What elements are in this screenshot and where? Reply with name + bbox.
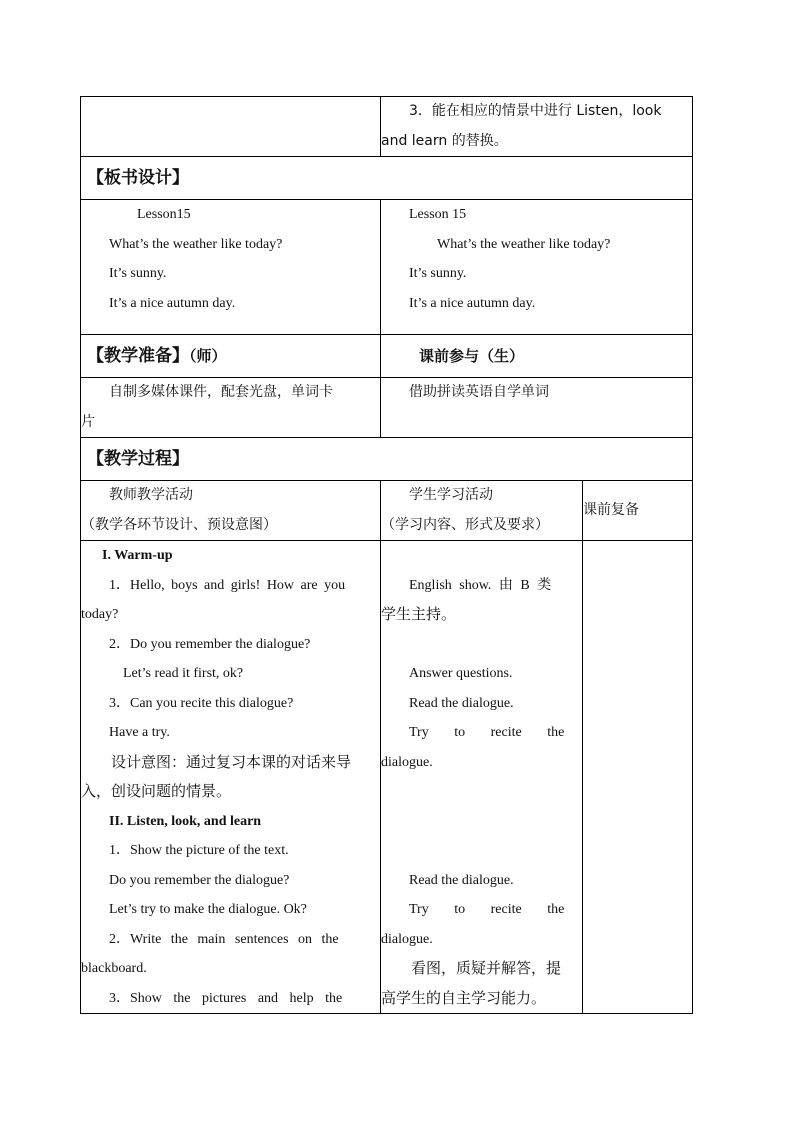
student-activities-cell xyxy=(381,541,583,1014)
teacher-activities-cell xyxy=(81,541,381,1014)
board-design-heading-cell xyxy=(81,157,693,200)
preparation-teacher-cell: 自制多媒体课件，配套光盘，单词卡 片 xyxy=(81,378,381,438)
student-participation-heading: 课前参与（生） xyxy=(419,347,525,365)
objective-3-line2: and learn 的替换。 xyxy=(381,132,508,149)
preparation-student-heading-cell xyxy=(381,335,693,378)
student-activity-header: 学生学习活动 （学习内容、形式及要求） xyxy=(381,481,583,541)
design-intent-line: 设计意图：通过复习本课的对话来导 xyxy=(111,752,352,771)
teacher-line: today? xyxy=(81,607,119,622)
teacher-line: 3．Can you recite this dialogue? xyxy=(109,695,294,711)
student-line: 高学生的自主学习能力。 xyxy=(381,988,547,1007)
preparation-heading: 【教学准备】（师） xyxy=(87,346,227,366)
board-left-cell xyxy=(81,200,381,335)
teacher-line: Let’s read it first, ok? xyxy=(123,666,244,681)
board-right-line: It’s sunny. xyxy=(409,266,467,281)
student-line: Read the dialogue. xyxy=(409,695,514,711)
board-left-line: Lesson15 xyxy=(137,207,191,222)
student-line: Try to recite the xyxy=(409,725,565,740)
student-line: Answer questions. xyxy=(409,666,513,681)
teacher-line: blackboard. xyxy=(81,961,147,976)
teacher-line: 2．Do you remember the dialogue? xyxy=(109,636,311,652)
objectives-left-cell xyxy=(81,97,381,157)
teacher-line: Do you remember the dialogue? xyxy=(109,872,290,888)
student-line: Try to recite the xyxy=(409,902,565,917)
board-right-line: Lesson 15 xyxy=(409,207,467,222)
student-line: English show. 由 B 类 xyxy=(409,577,552,593)
process-heading-row xyxy=(81,438,693,481)
board-right-cell xyxy=(381,200,693,335)
student-line: Read the dialogue. xyxy=(409,872,514,888)
process-heading-cell xyxy=(81,438,693,481)
lesson-plan-table xyxy=(80,96,693,1014)
board-left-line: It’s a nice autumn day. xyxy=(109,295,236,311)
preparation-row xyxy=(81,378,693,438)
student-line: dialogue. xyxy=(381,931,433,947)
process-body-row xyxy=(81,541,693,1014)
teacher-line: 2．Write the main sentences on the xyxy=(109,931,339,947)
teacher-line: 1．Show the picture of the text. xyxy=(109,843,289,858)
board-left-line: What’s the weather like today? xyxy=(109,236,283,252)
student-line: dialogue. xyxy=(381,754,433,770)
board-design-row xyxy=(81,200,693,335)
student-line: 看图，质疑并解答，提 xyxy=(411,959,562,977)
objective-3-line1: 3．能在相应的情景中进行 Listen，look xyxy=(409,103,662,119)
preparation-heading-cell xyxy=(81,335,381,378)
teacher-line: 3．Show the pictures and help the xyxy=(109,990,343,1006)
notes-header: 课前复备 xyxy=(583,481,693,541)
design-intent-line: 入，创设问题的情景。 xyxy=(81,782,232,800)
board-left-line: It’s sunny. xyxy=(109,266,167,281)
board-right-line: It’s a nice autumn day. xyxy=(409,295,536,311)
board-design-heading: 【板书设计】 xyxy=(87,168,189,188)
preparation-student-cell: 借助拼读英语自学单词 xyxy=(381,378,693,438)
student-line: 学生主持。 xyxy=(381,605,457,623)
teacher-activity-header: 教师教学活动 （教学各环节设计、预设意图） xyxy=(81,481,381,541)
teacher-line: Let’s try to make the dialogue. Ok? xyxy=(109,902,307,917)
objectives-row xyxy=(81,97,693,157)
objectives-right-cell xyxy=(381,97,693,157)
board-right-line: What’s the weather like today? xyxy=(437,236,611,252)
teacher-line: 1．Hello, boys and girls! How are you xyxy=(109,577,346,593)
section-warm-up-title: I. Warm-up xyxy=(102,548,173,563)
preparation-heading-row xyxy=(81,335,693,378)
board-design-heading-row xyxy=(81,157,693,200)
section-listen-title: II. Listen, look, and learn xyxy=(109,813,262,829)
teacher-line: Have a try. xyxy=(109,725,170,740)
notes-cell xyxy=(583,541,693,1014)
process-heading: 【教学过程】 xyxy=(87,449,189,469)
process-columns-row xyxy=(81,481,693,541)
